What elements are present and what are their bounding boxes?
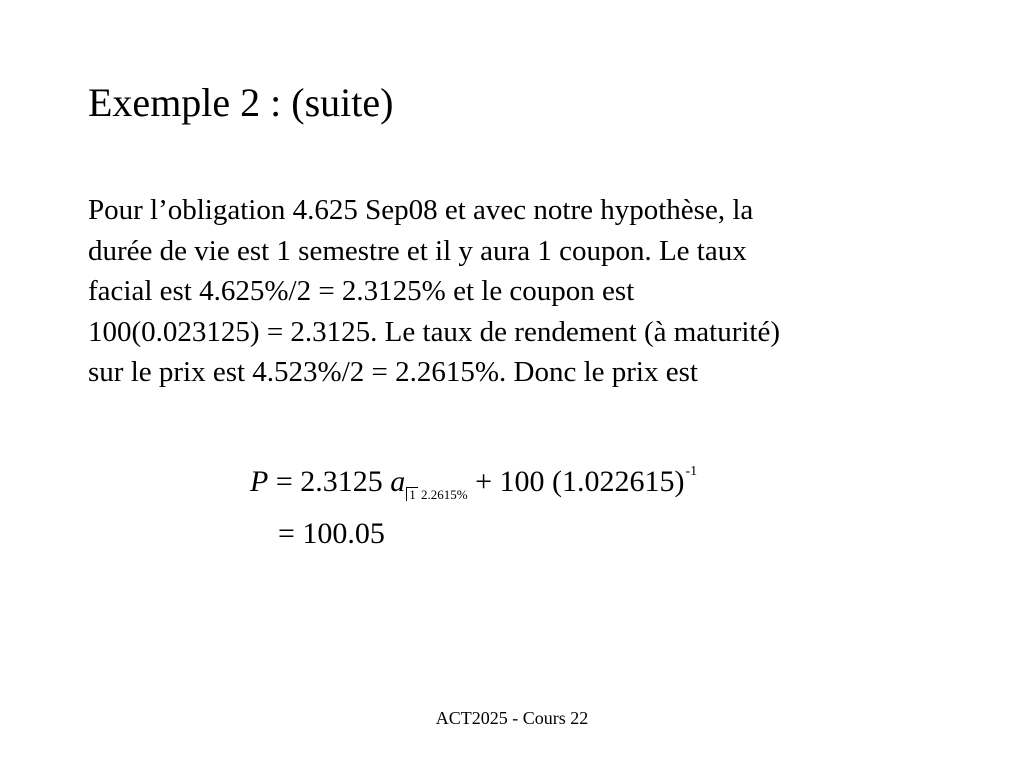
formula-coupon: 2.3125 [300,465,383,498]
formula-line-1 [250,462,697,508]
formula-discount-factor: (1.022615) [552,465,685,498]
formula-equals: = [275,465,293,498]
formula-annuity-symbol: a [390,465,406,498]
body-line: 100(0.023125) = 2.3125. Le taux de rendement (à maturité) [88,315,781,348]
slide-title: Exemple 2 : (suite) [88,80,394,125]
body-line: durée de vie est 1 semestre et il y aura 1 coupon. Le taux [88,234,747,267]
body-line: sur le prix est 4.523%/2 = 2.2615%. Donc le prix est [88,356,698,388]
formula-annuity-subscript [406,487,467,502]
formula-equals: = [278,517,295,550]
formula-annuity-term: 1 [406,487,418,501]
formula-face-value: 100 [499,465,545,498]
slide-footer: ACT2025 - Cours 22 [435,708,589,728]
body-line: Pour l’obligation 4.625 Sep08 et avec notre hypothèse, la [88,194,754,226]
formula-annuity-rate: 2.2615% [421,487,468,502]
formula-exponent: -1 [685,464,698,479]
formula-variable: P [250,465,269,498]
formula-result: 100.05 [302,517,385,550]
body-line: facial est 4.625%/2 = 2.3125% et le coupon est [88,275,635,307]
formula-plus: + [475,465,493,498]
slide-body [88,190,780,393]
formula-line-2 [278,514,385,554]
